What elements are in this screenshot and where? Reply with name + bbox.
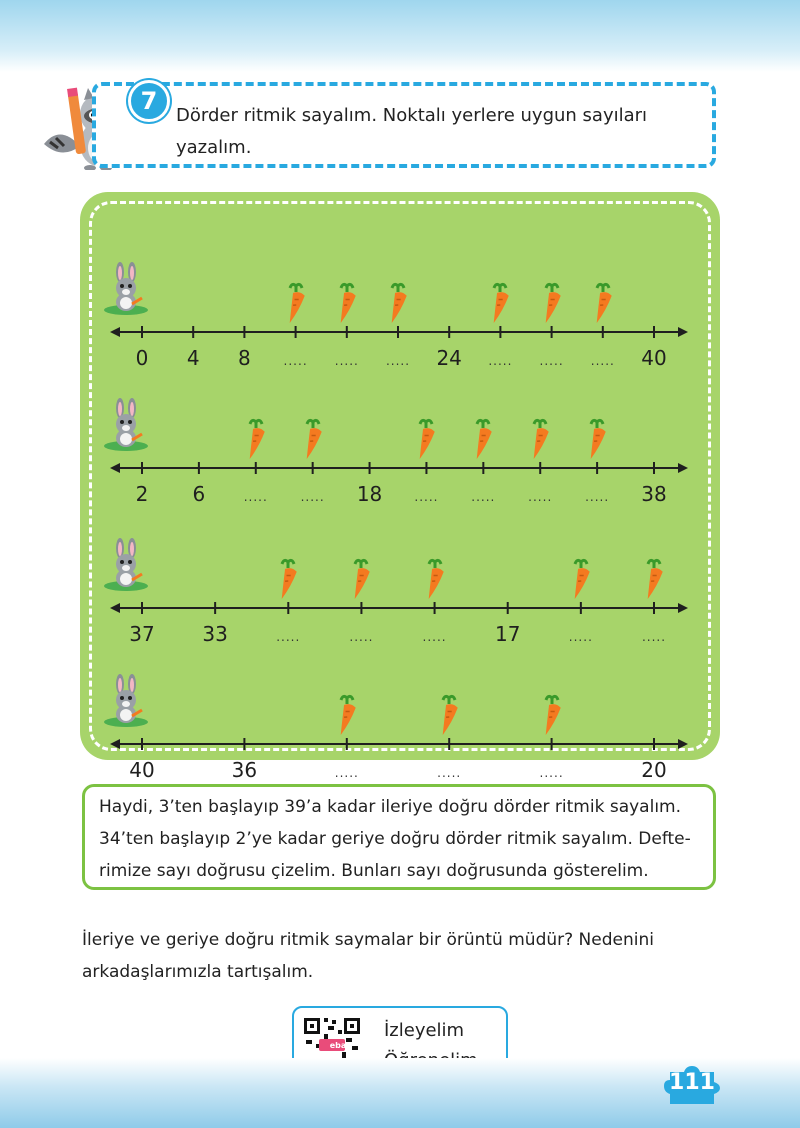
rabbit-icon xyxy=(102,678,152,728)
blank-tick-label[interactable]: ..... xyxy=(488,354,513,368)
tick-label: 24 xyxy=(436,346,462,370)
arrow-left-icon xyxy=(110,603,120,613)
carrot-icon xyxy=(593,284,613,326)
tick-label: 8 xyxy=(238,346,251,370)
activity-line-1: Haydi, 3’ten başlayıp 39’a kadar ileriye doğru dörder ritmik sayalım. xyxy=(99,797,682,817)
tick-label: 33 xyxy=(202,622,228,646)
rabbit-icon xyxy=(102,402,152,452)
carrot-icon xyxy=(644,560,664,602)
blank-tick-label[interactable]: ..... xyxy=(414,490,439,504)
arrow-left-icon xyxy=(110,739,120,749)
blank-tick-label[interactable]: ..... xyxy=(590,354,615,368)
carrot-icon xyxy=(473,420,493,462)
carrot-icon xyxy=(530,420,550,462)
carrot-icon xyxy=(542,696,562,738)
tick-label: 20 xyxy=(641,758,667,782)
blank-tick-label[interactable]: ..... xyxy=(349,630,374,644)
carrot-icon xyxy=(542,284,562,326)
number-line-4 xyxy=(80,644,720,784)
arrow-right-icon xyxy=(678,463,688,473)
carrot-icon xyxy=(416,420,436,462)
blank-tick-label[interactable]: ..... xyxy=(471,490,496,504)
number-line-1 xyxy=(80,232,720,372)
arrow-left-icon xyxy=(110,327,120,337)
number-line-axis xyxy=(80,368,720,508)
arrow-left-icon xyxy=(110,463,120,473)
carrot-icon xyxy=(286,284,306,326)
blank-tick-label[interactable]: ..... xyxy=(334,354,359,368)
question-line-1: İleriye ve geriye doğru ritmik saymalar bir örüntü müdür? Nedenini xyxy=(82,930,654,950)
activity-line-2: 34’ten başlayıp 2’ye kadar geriye doğru dörder ritmik sayalım. Defte- xyxy=(99,829,691,849)
blank-tick-label[interactable]: ..... xyxy=(276,630,301,644)
arrow-right-icon xyxy=(678,739,688,749)
carrot-icon xyxy=(303,420,323,462)
tick-label: 37 xyxy=(129,622,155,646)
tick-label: 40 xyxy=(641,346,667,370)
blank-tick-label[interactable]: ..... xyxy=(641,630,667,644)
number-line-axis xyxy=(80,644,720,784)
eba-badge: eba xyxy=(329,1041,347,1050)
carrot-icon xyxy=(246,420,266,462)
blank-tick-label[interactable]: ..... xyxy=(539,766,564,780)
blank-tick-label[interactable]: ..... xyxy=(568,630,593,644)
task-line-2: yazalım. xyxy=(176,137,252,158)
carrot-icon xyxy=(587,420,607,462)
task-number-badge: 7 xyxy=(128,80,170,122)
rabbit-icon xyxy=(102,542,152,592)
number-lines-board xyxy=(80,192,720,782)
arrow-right-icon xyxy=(678,327,688,337)
carrot-icon xyxy=(278,560,298,602)
blank-tick-label[interactable]: ..... xyxy=(300,490,325,504)
blank-tick-label[interactable]: ..... xyxy=(437,766,462,780)
blank-tick-label[interactable]: ..... xyxy=(585,490,610,504)
activity-line-3: rimize sayı doğrusu çizelim. Bunları sayı doğrusunda gösterelim. xyxy=(99,861,649,881)
carrot-icon xyxy=(425,560,445,602)
question-line-2: arkadaşlarımızla tartışalım. xyxy=(82,962,314,982)
rabbit-icon xyxy=(102,266,152,316)
blank-tick-label[interactable]: ..... xyxy=(539,354,564,368)
carrot-icon xyxy=(490,284,510,326)
tick-label: 36 xyxy=(231,758,258,782)
tick-label: 2 xyxy=(135,482,149,506)
arrow-right-icon xyxy=(678,603,688,613)
task-instruction xyxy=(176,100,706,164)
blank-tick-label[interactable]: ..... xyxy=(283,354,308,368)
number-line-3 xyxy=(80,508,720,648)
tick-label: 17 xyxy=(494,622,521,646)
blank-tick-label[interactable]: ..... xyxy=(422,630,447,644)
carrot-icon xyxy=(351,560,371,602)
tick-label: 40 xyxy=(129,758,155,782)
task-line-1: Dörder ritmik sayalım. Noktalı yerlere uygun sayıları xyxy=(176,105,648,126)
blank-tick-label[interactable]: ..... xyxy=(243,490,268,504)
tick-label: 38 xyxy=(641,482,667,506)
tick-label: 18 xyxy=(356,482,383,506)
carrot-icon xyxy=(439,696,459,738)
activity-box xyxy=(82,784,716,890)
tick-label: 4 xyxy=(186,346,200,370)
task-box xyxy=(92,82,716,168)
blank-tick-label[interactable]: ..... xyxy=(334,766,359,780)
carrot-icon xyxy=(337,284,357,326)
blank-tick-label[interactable]: ..... xyxy=(385,354,411,368)
tick-label: 0 xyxy=(135,346,149,370)
page-number: 111 xyxy=(669,1070,715,1095)
carrot-icon xyxy=(571,560,591,602)
tick-label: 6 xyxy=(192,482,206,506)
number-line-2 xyxy=(80,368,720,508)
carrot-icon xyxy=(337,696,357,738)
carrot-icon xyxy=(388,284,408,326)
blank-tick-label[interactable]: ..... xyxy=(528,490,553,504)
qr-label-watch: İzleyelim xyxy=(384,1020,465,1041)
top-banner xyxy=(0,0,800,72)
number-line-axis xyxy=(80,508,720,648)
